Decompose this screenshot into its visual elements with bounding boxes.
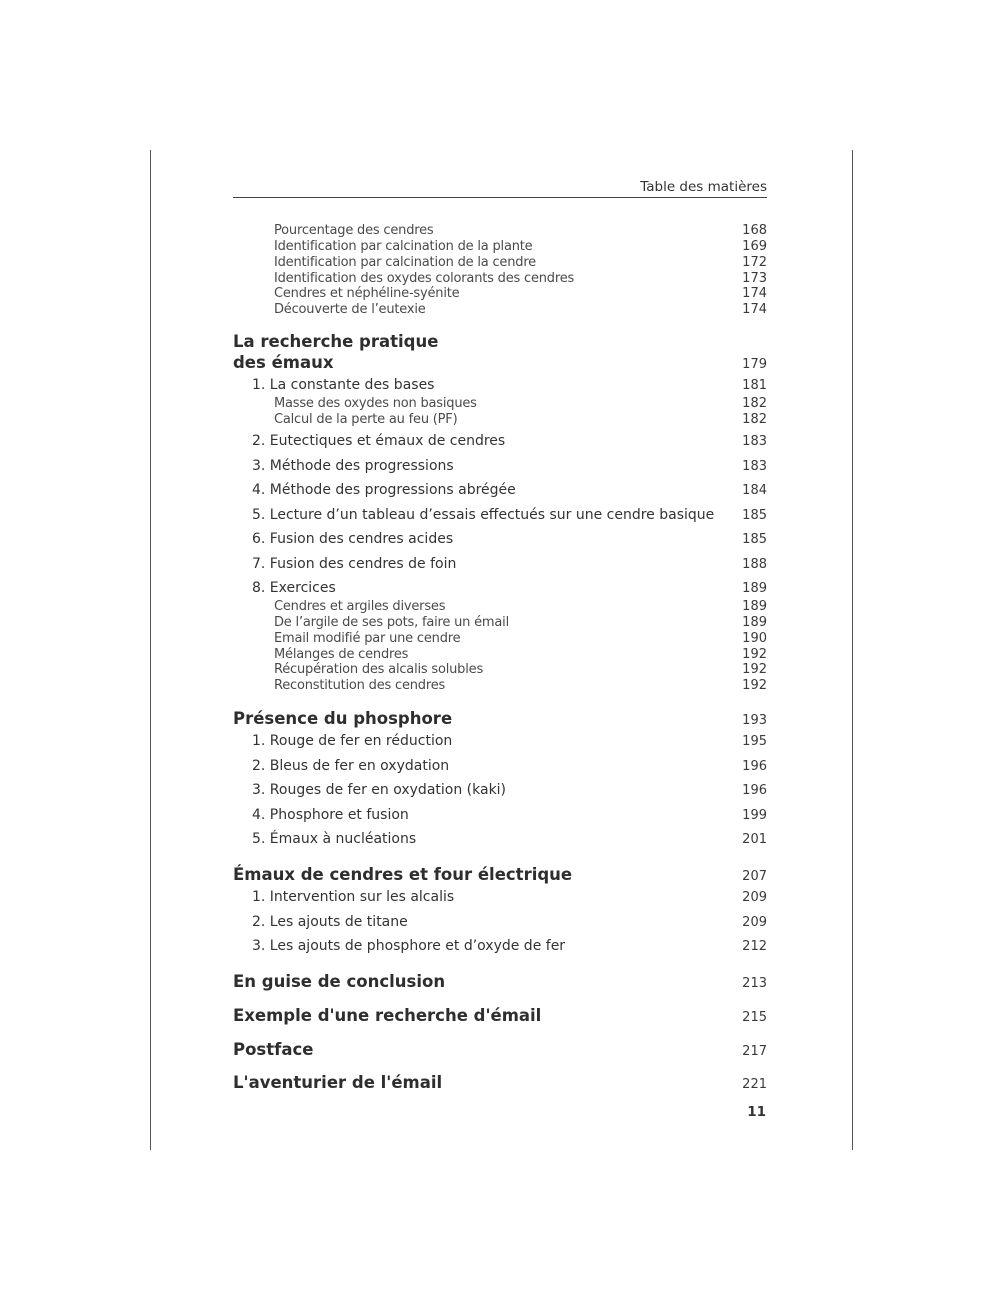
toc-section-heading [233, 353, 767, 373]
toc-entry [252, 938, 767, 958]
toc-section-title: Exemple d'une recherche d'émail [233, 1006, 542, 1025]
toc-section-heading [233, 332, 767, 352]
toc-entry-label: Calcul de la perte au feu (PF) [274, 412, 458, 427]
toc-entry-label: Identification des oxydes colorants des cendres [274, 271, 575, 286]
toc-entry-page: 196 [742, 783, 767, 798]
toc-entry-label: Cendres et argiles diverses [274, 599, 446, 614]
toc-entry-page: 168 [742, 223, 767, 238]
toc-entry-label: 2. Bleus de fer en oxydation [252, 758, 450, 774]
toc-entry [252, 831, 767, 851]
toc-section-title: Postface [233, 1040, 314, 1059]
toc-entry-page: 169 [742, 239, 767, 254]
toc-entry-page: 209 [742, 890, 767, 905]
toc-entry-page: 189 [742, 581, 767, 596]
toc-section-title-line1: La recherche pratique [233, 332, 439, 351]
toc-entry-page: 183 [742, 459, 767, 474]
toc-entry-label: 1. La constante des bases [252, 377, 435, 393]
toc-entry-label: 2. Eutectiques et émaux de cendres [252, 433, 506, 449]
toc-entry-label: 5. Émaux à nucléations [252, 831, 417, 847]
toc-entry-label: 5. Lecture d’un tableau d’essais effectués sur une cendre basique [252, 507, 715, 523]
toc-entry [274, 678, 767, 698]
toc-section-title: L'aventurier de l'émail [233, 1073, 443, 1092]
toc-entry-page: 195 [742, 734, 767, 749]
toc-section-page: 179 [742, 357, 767, 372]
toc-entry-label: Reconstitution des cendres [274, 678, 446, 693]
toc-entry-label: 3. Les ajouts de phosphore et d’oxyde de fer [252, 938, 566, 954]
toc-entry [252, 507, 767, 527]
toc-section-page: 217 [742, 1044, 767, 1059]
toc-entry [252, 733, 767, 753]
toc-entry-label: Pourcentage des cendres [274, 223, 434, 238]
toc-entry-page: 192 [742, 647, 767, 662]
toc-section-title-line2: des émaux [233, 353, 334, 372]
toc-entry-page: 196 [742, 759, 767, 774]
toc-entry-page: 199 [742, 808, 767, 823]
toc-entry-label: 8. Exercices [252, 580, 336, 596]
toc-entry-label: 4. Méthode des progressions abrégée [252, 482, 516, 498]
toc-entry [252, 433, 767, 453]
toc-entry-label: 4. Phosphore et fusion [252, 807, 409, 823]
toc-section-title: Émaux de cendres et four électrique [233, 865, 573, 884]
toc-section-heading [233, 865, 767, 885]
toc-entry-label: Récupération des alcalis solubles [274, 662, 484, 677]
toc-entry-page: 212 [742, 939, 767, 954]
toc-entry-page: 173 [742, 271, 767, 286]
toc-entry-page: 189 [742, 615, 767, 630]
toc-entry-label: Email modifié par une cendre [274, 631, 461, 646]
toc-entry-page: 174 [742, 302, 767, 317]
toc-entry-label: Mélanges de cendres [274, 647, 409, 662]
toc-entry-page: 201 [742, 832, 767, 847]
toc-entry [252, 807, 767, 827]
toc-entry-label: Cendres et néphéline-syénite [274, 286, 460, 301]
toc-entry-label: Découverte de l’eutexie [274, 302, 426, 317]
toc-entry [252, 458, 767, 478]
toc-section-heading [233, 709, 767, 729]
toc-entry [252, 889, 767, 909]
toc-entry-page: 188 [742, 557, 767, 572]
toc-entry-page: 185 [742, 532, 767, 547]
toc-entry [252, 482, 767, 502]
toc-section-heading [233, 972, 767, 992]
toc-entry [252, 580, 767, 600]
toc-entry-label: 3. Rouges de fer en oxydation (kaki) [252, 782, 507, 798]
toc-entry-label: 1. Intervention sur les alcalis [252, 889, 455, 905]
toc-entry-page: 172 [742, 255, 767, 270]
toc-entry-label: 6. Fusion des cendres acides [252, 531, 454, 547]
toc-section-page: 221 [742, 1077, 767, 1092]
right-page-edge [852, 150, 853, 1150]
page-number: 11 [747, 1104, 766, 1120]
toc-section-title: Présence du phosphore [233, 709, 453, 728]
toc-entry-label: De l’argile de ses pots, faire un émail [274, 615, 509, 630]
toc-entry [274, 412, 767, 432]
toc-entry [252, 531, 767, 551]
toc-section-page: 193 [742, 713, 767, 728]
toc-entry [252, 914, 767, 934]
toc-entry-label: 1. Rouge de fer en réduction [252, 733, 453, 749]
toc-entry-label: 2. Les ajouts de titane [252, 914, 408, 930]
toc-entry [252, 377, 767, 397]
toc-entry [274, 302, 767, 322]
toc-entry-page: 182 [742, 396, 767, 411]
toc-entry-page: 181 [742, 378, 767, 393]
toc-entry [252, 556, 767, 576]
toc-entry-label: 7. Fusion des cendres de foin [252, 556, 457, 572]
toc-entry-page: 192 [742, 678, 767, 693]
running-header: Table des matières [640, 179, 767, 195]
toc-entry-label: 3. Méthode des progressions [252, 458, 454, 474]
toc-entry [252, 758, 767, 778]
toc-entry-page: 184 [742, 483, 767, 498]
toc-entry-page: 185 [742, 508, 767, 523]
left-page-edge [150, 150, 151, 1150]
toc-entry-page: 192 [742, 662, 767, 677]
toc-entry-page: 189 [742, 599, 767, 614]
toc-entry [252, 782, 767, 802]
header-rule [233, 197, 767, 198]
toc-section-title: En guise de conclusion [233, 972, 446, 991]
toc-entry-label: Identification par calcination de la plante [274, 239, 533, 254]
toc-entry-page: 209 [742, 915, 767, 930]
toc-entry-page: 183 [742, 434, 767, 449]
toc-section-page: 213 [742, 976, 767, 991]
toc-section-heading [233, 1040, 767, 1060]
toc-entry-page: 190 [742, 631, 767, 646]
toc-section-heading [233, 1006, 767, 1026]
toc-section-page: 215 [742, 1010, 767, 1025]
toc-entry-page: 174 [742, 286, 767, 301]
toc-entry-page: 182 [742, 412, 767, 427]
toc-entry-label: Masse des oxydes non basiques [274, 396, 477, 411]
toc-section-page: 207 [742, 869, 767, 884]
toc-section-heading [233, 1073, 767, 1093]
toc-entry-label: Identification par calcination de la cendre [274, 255, 536, 270]
